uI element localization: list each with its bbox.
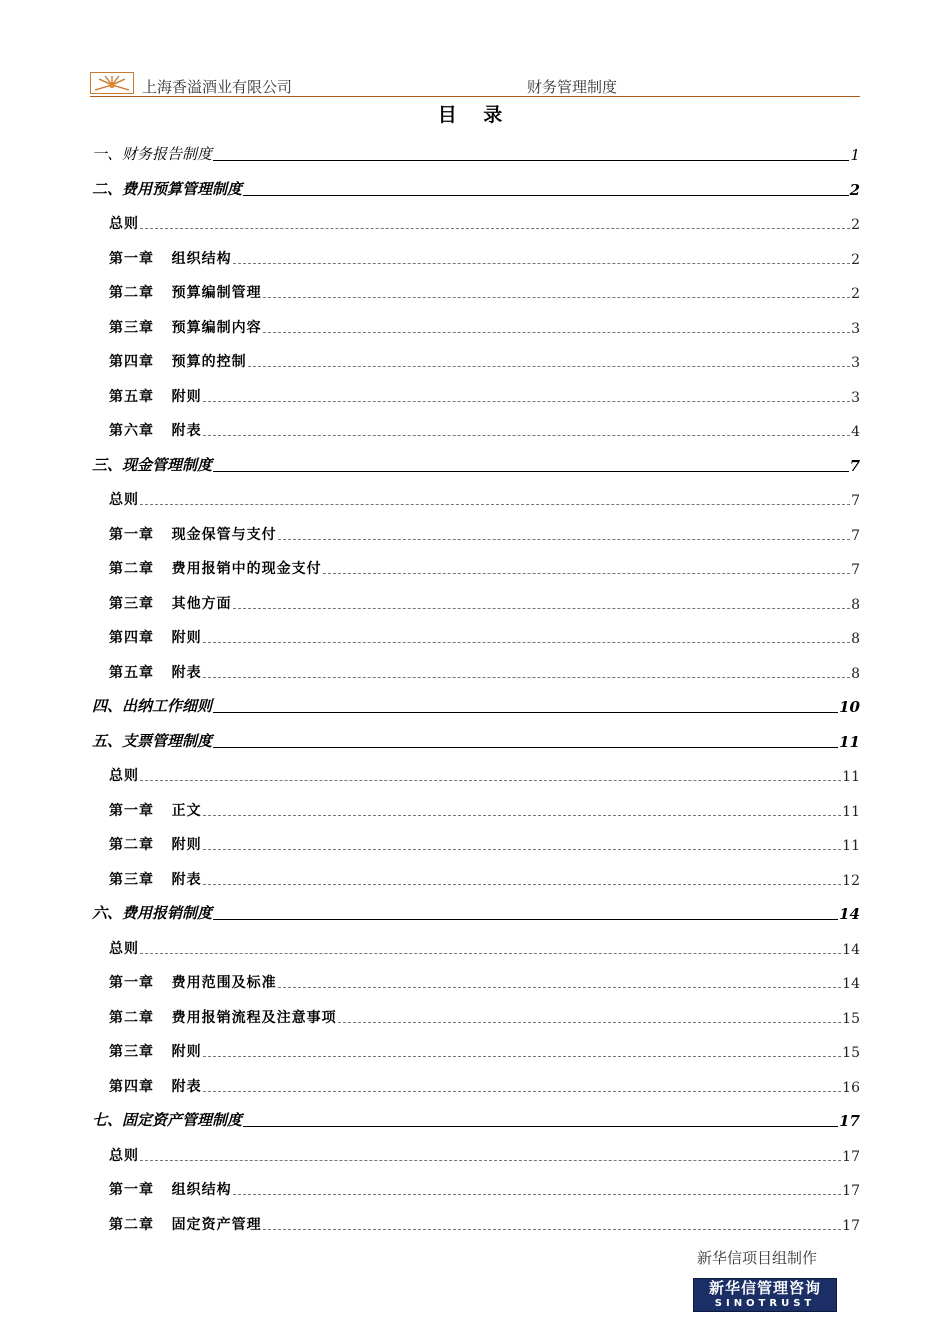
toc-entry-page: 12 xyxy=(842,872,860,889)
toc-leader xyxy=(233,263,850,264)
toc-leader xyxy=(263,1229,842,1230)
toc-entry-page: 4 xyxy=(851,424,860,440)
toc-entry-label: 第五章 附表 xyxy=(109,664,202,681)
toc-leader xyxy=(203,642,850,643)
footer-credit: 新华信项目组制作 xyxy=(697,1249,818,1267)
toc-leader xyxy=(213,919,838,920)
toc-entry[interactable] xyxy=(92,451,860,475)
toc-entry-page: 7 xyxy=(849,456,860,475)
toc-entry-label: 第一章 正文 xyxy=(109,802,202,819)
toc-entry-label: 第五章 附则 xyxy=(109,388,202,405)
toc-entry-label: 第二章 附则 xyxy=(109,837,202,853)
company-logo-icon xyxy=(90,72,134,94)
toc-entry[interactable] xyxy=(92,727,860,751)
toc-entry-page: 3 xyxy=(851,389,860,406)
toc-leader xyxy=(248,366,850,367)
toc-entry[interactable] xyxy=(92,313,860,337)
toc-entry-page: 14 xyxy=(842,976,860,992)
toc-entry[interactable] xyxy=(92,658,860,682)
toc-entry[interactable] xyxy=(92,865,860,889)
toc-entry-page: 10 xyxy=(839,698,860,716)
toc-leader xyxy=(203,401,850,402)
toc-entry-page: 17 xyxy=(842,1183,860,1199)
toc-leader xyxy=(213,160,849,161)
toc-entry-label: 七、固定资产管理制度 xyxy=(92,1111,243,1129)
toc-entry-page: 17 xyxy=(842,1148,860,1165)
toc-leader xyxy=(140,780,841,781)
toc-entry-label: 第三章 附则 xyxy=(109,1044,202,1060)
toc-entry[interactable] xyxy=(92,209,860,233)
document-title: 财务管理制度 xyxy=(527,78,618,96)
toc-leader xyxy=(203,849,842,850)
toc-entry[interactable] xyxy=(92,520,860,544)
toc-entry-page: 16 xyxy=(842,1079,860,1096)
toc-leader xyxy=(203,677,850,678)
toc-entry[interactable] xyxy=(92,140,860,164)
toc-leader xyxy=(243,195,849,196)
toc-entry[interactable] xyxy=(92,1037,860,1061)
toc-entry-page: 11 xyxy=(842,769,860,785)
toc-entry-label: 第四章 附表 xyxy=(109,1078,202,1095)
toc-entry-page: 8 xyxy=(851,665,860,682)
toc-entry[interactable] xyxy=(92,934,860,958)
toc-leader xyxy=(278,539,850,540)
toc-entry[interactable] xyxy=(92,1141,860,1165)
toc-leader xyxy=(140,228,850,229)
toc-leader xyxy=(140,953,841,954)
toc-entry-label: 第四章 附则 xyxy=(109,630,202,646)
toc-entry[interactable] xyxy=(92,1003,860,1027)
toc-leader xyxy=(233,1194,842,1195)
toc-entry-label: 第二章 费用报销流程及注意事项 xyxy=(109,1009,337,1026)
toc-leader xyxy=(233,608,850,609)
toc-entry[interactable] xyxy=(92,623,860,647)
toc-leader xyxy=(213,712,838,713)
toc-entry-page: 8 xyxy=(851,596,860,613)
toc-entry-page: 2 xyxy=(851,217,860,233)
toc-leader xyxy=(140,1160,841,1161)
toc-entry-label: 总则 xyxy=(109,940,139,957)
toc-entry[interactable] xyxy=(92,761,860,785)
toc-entry-label: 第二章 费用报销中的现金支付 xyxy=(109,561,322,577)
toc-leader xyxy=(140,504,850,505)
toc-leader xyxy=(203,435,850,436)
toc-entry[interactable] xyxy=(92,382,860,406)
toc-entry-page: 2 xyxy=(849,180,860,199)
toc-entry-label: 六、费用报销制度 xyxy=(92,904,213,922)
toc-entry-page: 3 xyxy=(851,320,860,337)
toc-entry[interactable] xyxy=(92,796,860,820)
logo-text-cn: 新华信管理咨询 xyxy=(708,1279,821,1297)
toc-leader xyxy=(203,884,842,885)
toc-leader xyxy=(213,471,849,472)
toc-entry-label: 第三章 其他方面 xyxy=(109,595,232,612)
toc-leader xyxy=(263,332,850,333)
toc-entry-page: 11 xyxy=(839,732,860,751)
toc-entry-page: 15 xyxy=(842,1010,860,1027)
toc-entry-page: 17 xyxy=(842,1217,860,1234)
toc-entry[interactable] xyxy=(92,968,860,992)
toc-leader xyxy=(243,1126,838,1127)
toc-entry-page: 14 xyxy=(842,941,860,958)
toc-leader xyxy=(263,297,850,298)
toc-entry-page: 7 xyxy=(851,493,860,509)
toc-entry-label: 总则 xyxy=(109,492,139,508)
logo-text-en: SINOTRUST xyxy=(714,1298,816,1309)
toc-entry[interactable] xyxy=(92,485,860,509)
toc-entry[interactable] xyxy=(92,589,860,613)
toc-entry-label: 一、财务报告制度 xyxy=(92,145,213,163)
toc-entry-page: 1 xyxy=(850,146,860,164)
toc-entry-page: 7 xyxy=(851,527,860,544)
toc-entry[interactable] xyxy=(92,692,860,716)
toc-entry-label: 第二章 固定资产管理 xyxy=(109,1216,262,1233)
toc-entry[interactable] xyxy=(92,830,860,854)
toc-entry-page: 11 xyxy=(842,838,860,854)
toc-entry-label: 第六章 附表 xyxy=(109,423,202,439)
toc-entry[interactable] xyxy=(92,416,860,440)
toc-entry[interactable] xyxy=(92,899,860,923)
company-name: 上海香溢酒业有限公司 xyxy=(142,78,293,96)
toc-leader xyxy=(213,747,838,748)
page-header xyxy=(90,70,860,97)
toc-leader xyxy=(323,573,850,574)
toc-entry-page: 3 xyxy=(851,355,860,371)
toc-entry-page: 7 xyxy=(851,562,860,578)
toc-entry[interactable] xyxy=(92,278,860,302)
toc-entry-label: 五、支票管理制度 xyxy=(92,731,213,750)
toc-leader xyxy=(338,1022,842,1023)
toc-entry[interactable] xyxy=(92,554,860,578)
toc-heading: 目 录 xyxy=(437,104,513,126)
toc-entry-label: 总则 xyxy=(109,216,139,232)
toc-entry-label: 总则 xyxy=(109,1147,139,1164)
toc-entry[interactable] xyxy=(92,244,860,268)
toc-entry-label: 第一章 现金保管与支付 xyxy=(109,526,277,543)
toc-entry-page: 11 xyxy=(842,803,860,820)
toc-entry-page: 2 xyxy=(851,251,860,268)
toc-entry-label: 四、出纳工作细则 xyxy=(92,697,213,715)
toc-entry[interactable] xyxy=(92,1072,860,1096)
toc-entry[interactable] xyxy=(92,175,860,199)
toc-entry-label: 第一章 费用范围及标准 xyxy=(109,975,277,991)
sinotrust-logo xyxy=(693,1278,837,1312)
toc-leader xyxy=(203,1091,842,1092)
toc-entry-label: 三、现金管理制度 xyxy=(92,455,213,474)
toc-entry-page: 17 xyxy=(839,1112,860,1130)
toc-entry-label: 第三章 附表 xyxy=(109,871,202,888)
toc-entry-page: 14 xyxy=(839,905,860,923)
toc-leader xyxy=(203,815,842,816)
toc-entry-page: 15 xyxy=(842,1045,860,1061)
toc-entry-page: 8 xyxy=(851,631,860,647)
toc-entry-label: 第一章 组织结构 xyxy=(109,1182,232,1198)
toc-entry-label: 第二章 预算编制管理 xyxy=(109,285,262,301)
toc-entry[interactable] xyxy=(92,347,860,371)
toc-entry-label: 第四章 预算的控制 xyxy=(109,354,247,370)
toc-leader xyxy=(278,987,842,988)
toc-entry[interactable] xyxy=(92,1175,860,1199)
toc-entry-label: 二、费用预算管理制度 xyxy=(92,179,243,198)
toc-entry-label: 第一章 组织结构 xyxy=(109,250,232,267)
toc-entry[interactable] xyxy=(92,1106,860,1130)
toc-entry[interactable] xyxy=(92,1210,860,1234)
toc-entry-label: 第三章 预算编制内容 xyxy=(109,319,262,336)
toc-entry-page: 2 xyxy=(851,286,860,302)
toc-leader xyxy=(203,1056,842,1057)
toc-entry-label: 总则 xyxy=(109,768,139,784)
